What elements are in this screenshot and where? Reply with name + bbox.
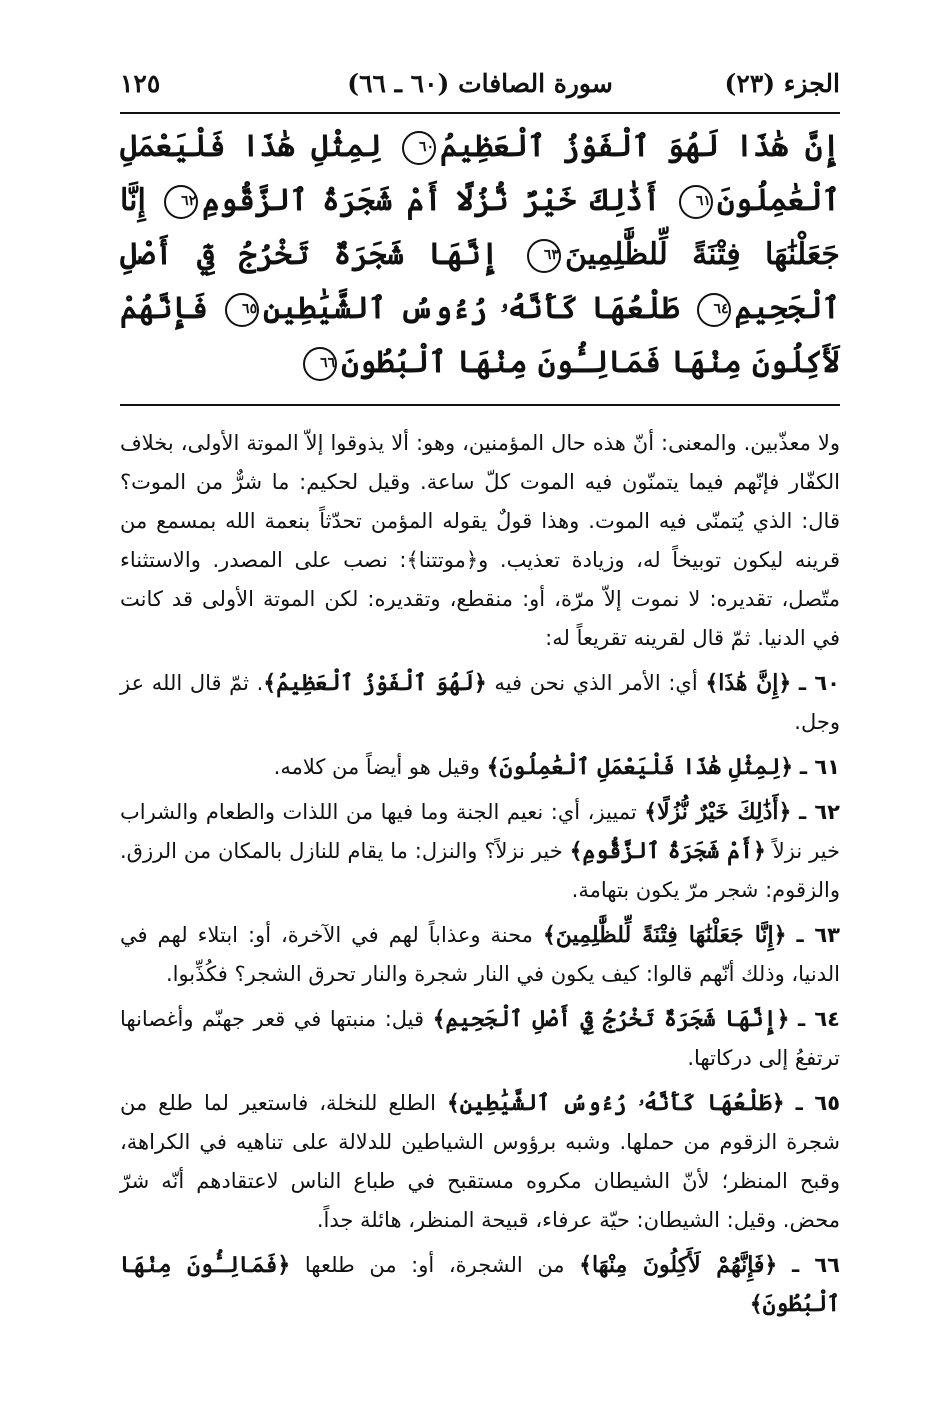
ayah-number-marker-61: ٦١ (679, 185, 713, 219)
quran-quote: ﴿إِنَّا جَعَلْنَٰهَا فِتْنَةً لِّلظَّٰلِمِينَ﴾ (542, 922, 787, 948)
commentary-text: أي: الأمر الذي نحن فيه (486, 671, 706, 695)
quran-quote: ﴿طَلْعُهَا كَأَنَّهُۥ رُءُوسُ ٱلشَّيَٰطِينِ﴾ (446, 1090, 785, 1116)
quran-quote: ﴿فَمَالِـُٔونَ مِنْهَا ٱلْبُطُونَ﴾ (120, 1252, 840, 1317)
ayah-number-marker-65: ٦٥ (225, 293, 259, 327)
commentary-intro: ولا معذّبين. والمعنى: أنّ هذه حال المؤمنين، وهو: ألا يذوقوا إلاّ الموتة الأولى، بخلاف الكفّار فإنّهم فيما يتمنّون فيه الموت كلّ ساعة. وقيل لحكيم: ما شرٌّ من الموت؟ قال: الذي يُتمنّى فيه الموت. وهذا قولٌ يقوله المؤمن تحدّثاً بنعمة الله بمسمع من قرينه ليكون توبيخاً له، وزيادة تعذيب. و﴿موتتنا﴾: نصب على المصدر. والاستثناء متّصل، تقديره: لا نموت إلاّ مرّة، أو: منقطع، وتقديره: لكن الموتة الأولى قد كانت في الدنيا. ثمّ قال لقرينه تقريعاً له: (120, 431, 840, 650)
verse-number: ٦٠ ـ (798, 671, 840, 695)
verse-number: ٦٥ ـ (795, 1091, 841, 1115)
juz-label: الجزء (٢٣) (724, 69, 840, 98)
verse-number: ٦٢ ـ (798, 800, 840, 824)
commentary-paragraph-61 (120, 748, 840, 787)
quran-quote: ﴿إِنَّهَا شَجَرَةٌ تَخْرُجُ فِيٓ أَصْلِ ٱلْجَحِيمِ﴾ (432, 1006, 790, 1032)
page-number: ١٢٥ (120, 69, 161, 98)
header-rule (120, 112, 840, 114)
commentary-paragraph-65 (120, 1084, 840, 1240)
quran-quote: ﴿أَمْ شَجَرَةُ ٱلزَّقُّومِ﴾ (569, 838, 766, 864)
ayah-number-marker-62: ٦٢ (164, 185, 198, 219)
ayah-text-62: أَذَٰلِكَ خَيْرٌ نُّزُلًا أَمْ شَجَرَةُ ٱلزَّقُّومِ (202, 183, 661, 218)
quran-quote: ﴿إِنَّ هَٰذَا﴾ (705, 670, 792, 696)
commentary-block (120, 424, 840, 1324)
commentary-paragraph-60 (120, 664, 840, 742)
ayah-number-marker-63: ٦٣ (527, 239, 561, 273)
verse-number: ٦٦ ـ (791, 1253, 840, 1277)
ayah-text-66: فَإِنَّهُمْ لَأَكِلُونَ مِنْهَا فَمَالِـُٔونَ مِنْهَا ٱلْبُطُونَ (120, 291, 840, 380)
ayah-text-65: طَلْعُهَا كَأَنَّهُۥ رُءُوسُ ٱلشَّيَٰطِينِ (263, 291, 680, 326)
ayah-text-60: إِنَّ هَٰذَا لَهُوَ ٱلْفَوْزُ ٱلْعَظِيمُ (440, 129, 840, 164)
verse-number: ٦٤ ـ (798, 1007, 840, 1031)
commentary-text: من الشجرة، أو: من طلعها (290, 1253, 580, 1277)
commentary-paragraph-64 (120, 1000, 840, 1078)
ayah-number-marker-64: ٦٤ (697, 293, 731, 327)
verse-number: ٦٣ ـ (796, 923, 840, 947)
ayah-text-63: إِنَّا جَعَلْنَٰهَا فِتْنَةً لِّلظَّٰلِمِينَ (120, 183, 840, 272)
commentary-text: . ثمّ قال الله عز وجل. (120, 671, 840, 734)
ayah-text-64: إِنَّهَا شَجَرَةٌ تَخْرُجُ فِيٓ أَصْلِ ٱلْجَحِيمِ (120, 237, 840, 326)
commentary-text: محنة وعذاباً لهم في الآخرة، أو: ابتلاء لهم في الدنيا، وذلك أنّهم قالوا: كيف يكون في النار شجرة والنار تحرق الشجر؟ فكُذِّبوا. (120, 923, 840, 986)
verses-rule (120, 404, 840, 406)
ayah-number-marker-60: ٦٠ (402, 131, 436, 165)
commentary-text: وقيل هو أيضاً من كلامه. (273, 755, 487, 779)
commentary-text: الطلع للنخلة، فاستعير لما طلع من شجرة الزقوم من حملها. وشبه برؤوس الشياطين للدلالة على تناهيه في الكراهة، وقبح المنظر؛ لأنّ الشيطان مكروه مستقبح في طباع الناس لاعتقادهم أنّه شرّ محض. وقيل: الشيطان: حيّة عرفاء، قبيحة المنظر، هائلة جداً. (120, 1091, 840, 1232)
quran-quote: ﴿أَذَٰلِكَ خَيْرٌ نُّزُلًا﴾ (644, 799, 792, 825)
quran-quote: ﴿لِمِثْلِ هَٰذَا فَلْيَعْمَلِ ٱلْعَٰمِلُونَ﴾ (486, 754, 794, 780)
commentary-text: قيل: منبتها في قعر جهنّم وأغصانها ترتفعُ إلى دركاتها. (120, 1007, 840, 1070)
verse-number: ٦١ ـ (799, 755, 840, 779)
commentary-text: تمييز، أي: نعيم الجنة وما فيها من اللذات والطعام والشراب خير نزلاً (120, 800, 840, 863)
surah-title: سورة الصافات (٦٠ ـ ٦٦) (347, 69, 613, 98)
ayah-text-61: لِمِثْلِ هَٰذَا فَلْيَعْمَلِ ٱلْعَٰمِلُونَ (120, 129, 840, 218)
book-page (120, 60, 840, 1380)
quran-verses-block (120, 120, 840, 390)
quran-quote: ﴿فَإِنَّهُمْ لَأَكِلُونَ مِنْهَا﴾ (579, 1252, 778, 1278)
ayah-number-marker-66: ٦٦ (303, 347, 337, 381)
page-header (120, 60, 840, 108)
commentary-paragraph-66 (120, 1246, 840, 1324)
commentary-paragraph-62 (120, 793, 840, 910)
commentary-paragraph-63 (120, 916, 840, 994)
quran-quote: ﴿لَهُوَ ٱلْفَوْزُ ٱلْعَظِيمُ﴾ (263, 670, 487, 696)
commentary-text: خير نزلاً؟ والنزل: ما يقام للنازل بالمكان من الرزق. والزقوم: شجر مرّ يكون بتهامة. (120, 839, 840, 902)
